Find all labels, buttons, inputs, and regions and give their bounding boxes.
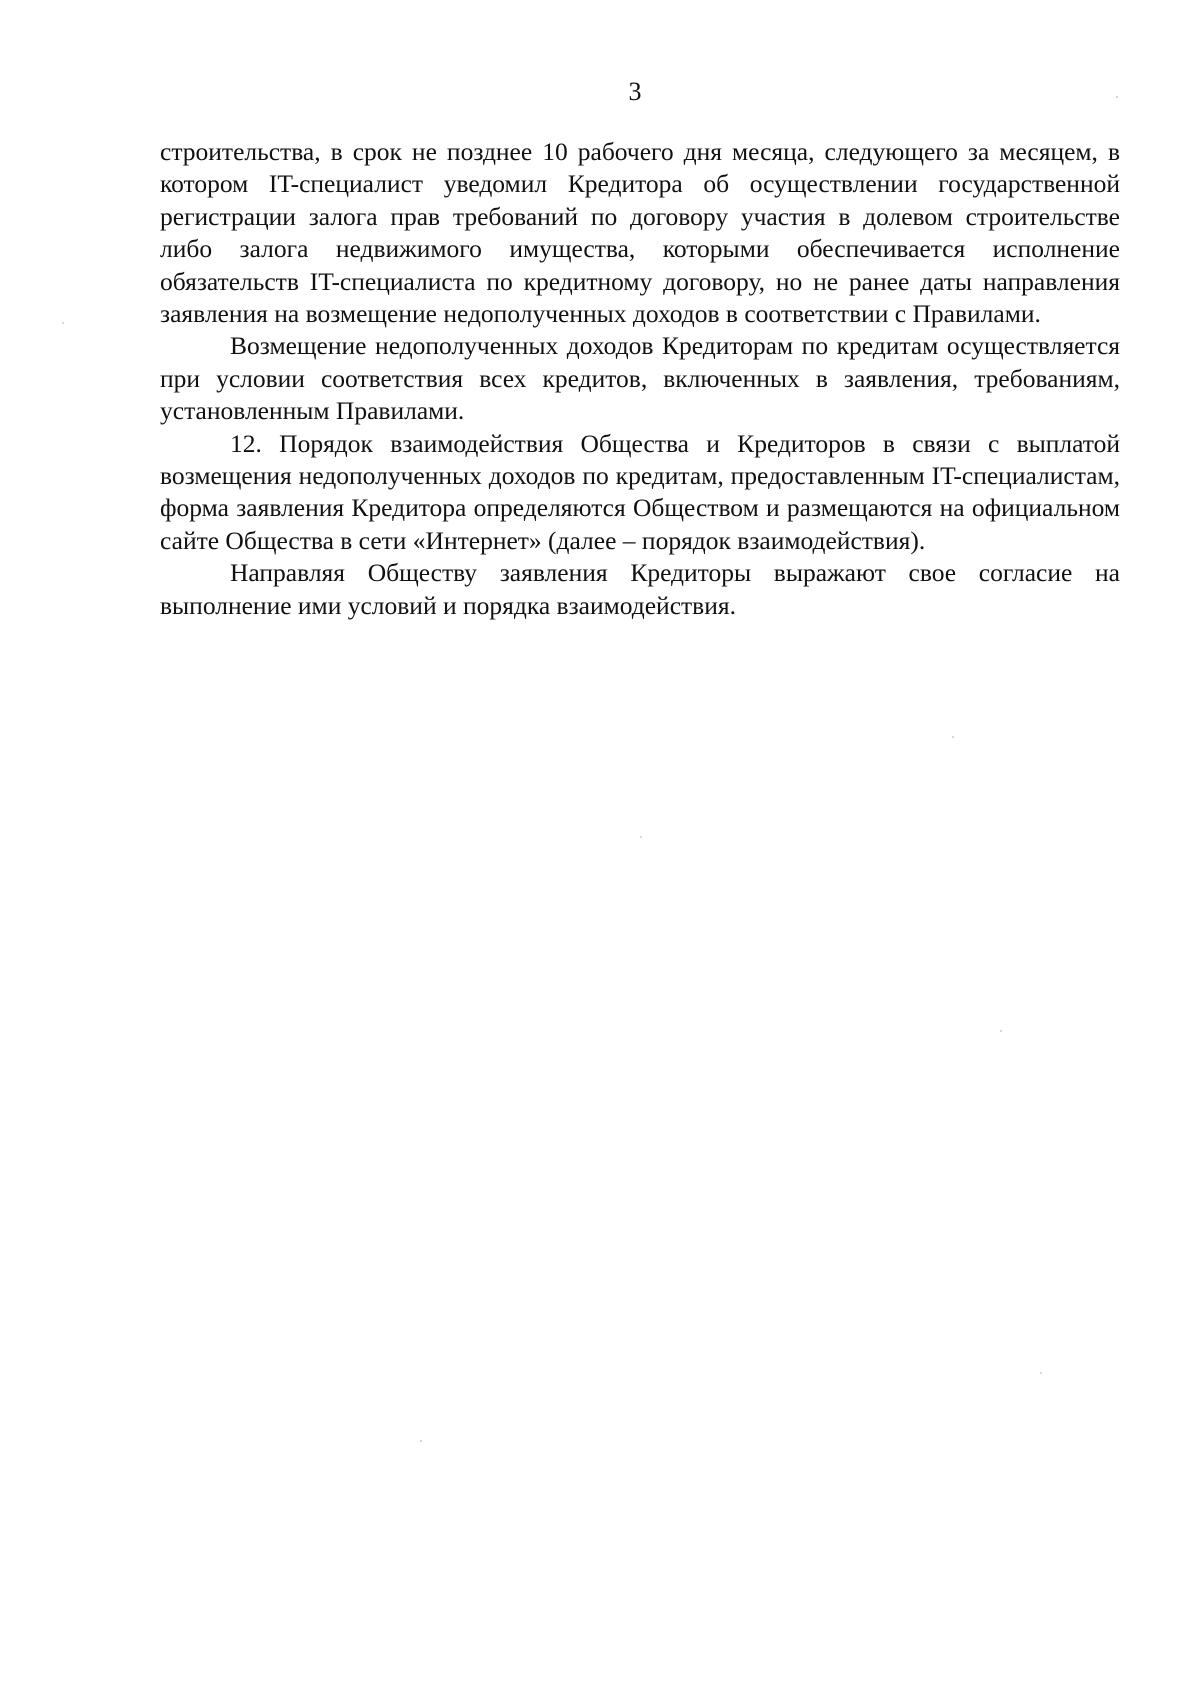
scan-speck — [62, 322, 64, 324]
paragraph-consent: Направляя Обществу заявления Кредиторы выражают свое согласие на выполнение ими условий и порядка взаимодействия. — [160, 558, 1120, 620]
scan-speck — [640, 836, 642, 838]
paragraph-item-12: 12. Порядок взаимодействия Общества и Кредиторов в связи с выплатой возмещения недополученных доходов по кредитам, предоставленным IT-специалистам, форма заявления Кредитора определяются Обществом и размещаются на официальном сайте Общества в сети «Интернет» (далее – порядок взаимодействия). — [160, 428, 1120, 555]
scan-speck — [420, 1440, 422, 1442]
scan-speck — [1040, 1372, 1042, 1374]
scan-speck — [952, 736, 954, 738]
scan-speck — [1000, 1030, 1002, 1032]
paragraph-continuation: строительства, в срок не позднее 10 рабочего дня месяца, следующего за месяцем, в котором IT-специалист уведомил Кредитора об осуществлении государственной регистрации залога прав требований по договору участия в долевом строительстве либо залога недвижимого имущества, которыми обеспечивается исполнение обязательств IT-специалиста по кредитному договору, но не ранее даты направления заявления на возмещение недополученных доходов в соответствии с Правилами. — [160, 137, 1120, 329]
scan-speck — [1116, 96, 1118, 98]
paragraph-reimbursement-condition: Возмещение недополученных доходов Кредиторам по кредитам осуществляется при условии соответствия всех кредитов, включенных в заявления, требованиям, установленным Правилами. — [160, 331, 1120, 426]
page-number: 3 — [628, 77, 642, 106]
document-body — [160, 136, 1120, 622]
